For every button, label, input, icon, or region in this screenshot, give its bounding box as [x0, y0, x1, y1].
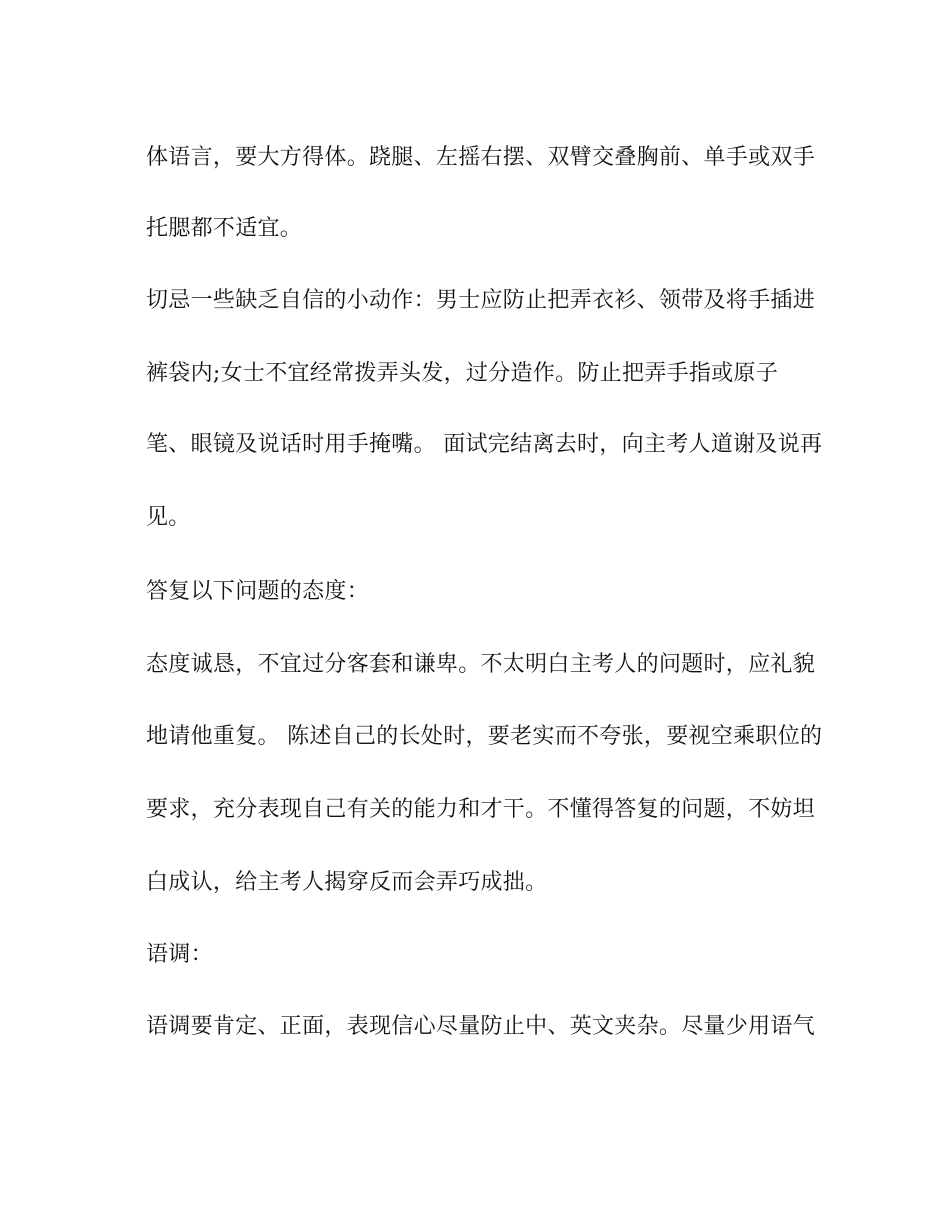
text-line: 切忌一些缺乏自信的小动作：男士应防止把弄衣衫、领带及将手插进	[146, 288, 816, 313]
section-heading: 语调：	[146, 942, 213, 967]
text-line: 语调要肯定、正面，表现信心尽量防止中、英文夹杂。尽量少用语气	[146, 1014, 816, 1039]
text-line: 白成认，给主考人揭穿反而会弄巧成拙。	[146, 870, 548, 895]
text-line: 态度诚恳，不宜过分客套和谦卑。不太明白主考人的问题时，应礼貌	[146, 652, 816, 677]
text-line: 地请他重复。 陈述自己的长处时，要老实而不夸张，要视空乘职位的	[146, 724, 823, 749]
section-heading: 答复以下问题的态度：	[146, 579, 370, 604]
text-line: 要求，充分表现自己有关的能力和才干。不懂得答复的问题，不妨坦	[146, 797, 816, 822]
text-line: 笔、眼镜及说话时用手掩嘴。 面试完结离去时，向主考人道谢及说再	[146, 432, 823, 457]
text-line: 托腮都不适宜。	[146, 216, 303, 241]
text-line: 体语言，要大方得体。跷腿、左摇右摆、双臂交叠胸前、单手或双手	[146, 145, 816, 170]
text-line: 裤袋内;女士不宜经常拨弄头发，过分造作。防止把弄手指或原子	[146, 361, 779, 386]
text-line: 见。	[146, 505, 191, 530]
